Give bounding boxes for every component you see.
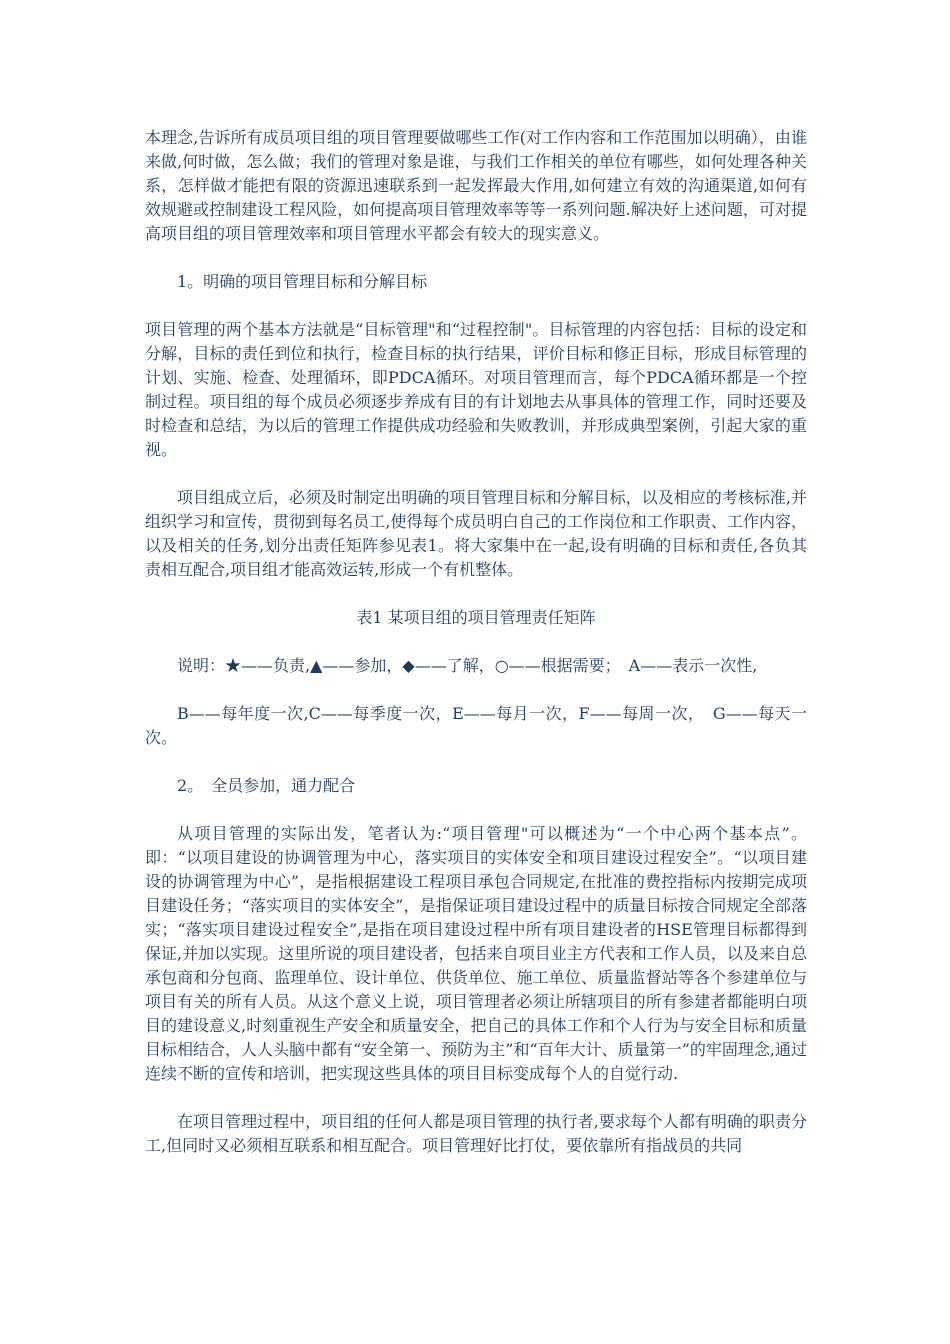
table-caption: 表1 某项目组的项目管理责任矩阵 <box>356 608 596 627</box>
section-heading-2: 2。 全员参加，通力配合 <box>177 776 356 795</box>
legend-line-2: B——每年度一次,C——每季度一次，E——每月一次，F——每周一次， G——每天一次。 <box>145 704 807 747</box>
paragraph-methods: 项目管理的两个基本方法就是“目标管理"和“过程控制"。目标管理的内容包括：目标的设定和分解，目标的责任到位和执行，检查目标的执行结果，评价目标和修正目标，形成目标管理的计划、实施、检查、处理循环，即PDCA循环。对项目管理而言，每个PDCA循环都是一个控制过程。项目组的每个成员必须逐步养成有目的有计划地去从事具体的管理工作，同时还要及时检查和总结，为以后的管理工作提供成功经验和失败教训，并形成典型案例，引起大家的重视。 <box>145 320 807 459</box>
paragraph-establish: 项目组成立后，必须及时制定出明确的项目管理目标和分解目标，以及相应的考核标准,并组织学习和宣传，贯彻到每名员工,使得每个成员明白自己的工作岗位和工作职责、工作内容，以及相关的任务,划分出责任矩阵参见表1。将大家集中在一起,设有明确的目标和责任,各负其责相互配合,项目组才能高效运转,形成一个有机整体。 <box>145 488 807 579</box>
document-body <box>145 126 807 1158</box>
paragraph-intro: 本理念,告诉所有成员项目组的项目管理要做哪些工作(对工作内容和工作范围加以明确），由谁来做,何时做，怎么做；我们的管理对象是谁，与我们工作相关的单位有哪些，如何处理各种关系，怎样做才能把有限的资源迅速联系到一起发挥最大作用,如何建立有效的沟通渠道,如何有效规避或控制建设工程风险，如何提高项目管理效率等等一系列问题.解决好上述问题，可对提高项目组的项目管理效率和项目管理水平都会有较大的现实意义。 <box>145 128 807 243</box>
paragraph-process: 在项目管理过程中，项目组的任何人都是项目管理的执行者,要求每个人都有明确的职责分工,但同时又必须相互联系和相互配合。项目管理好比打仗，要依靠所有指战员的共同 <box>145 1112 807 1155</box>
paragraph-center: 从项目管理的实际出发，笔者认为:“项目管理"可以概述为“一个中心两个基本点”。即：“以项目建设的协调管理为中心，落实项目的实体安全和项目建设过程安全”。“以项目建设的协调管理为中心”，是指根据建设工程项目承包合同规定,在批准的费控指标内按期完成项目建设任务；“落实项目的实体安全”，是指保证项目建设过程中的质量目标按合同规定全部落实；“落实项目建设过程安全”,是指在项目建设过程中所有项目建设者的HSE管理目标都得到保证,并加以实现。这里所说的项目建设者，包括来自项目业主方代表和工作人员，以及来自总承包商和分包商、监理单位、设计单位、供货单位、施工单位、质量监督站等各个参建单位与项目有关的所有人员。从这个意义上说，项目管理者必须让所辖项目的所有参建者都能明白项目的建设意义,时刻重视生产安全和质量安全，把自己的具体工作和个人行为与安全目标和质量目标相结合，人人头脑中都有“安全第一、预防为主”和“百年大计、质量第一”的牢固理念,通过连续不断的宣传和培训，把实现这些具体的项目目标变成每个人的自觉行动. <box>145 824 807 1083</box>
legend-line-1: 说明：★——负责,▲——参加，◆——了解，○——根据需要； A——表示一次性, <box>177 656 758 675</box>
section-heading-1: 1。明确的项目管理目标和分解目标 <box>177 272 428 291</box>
